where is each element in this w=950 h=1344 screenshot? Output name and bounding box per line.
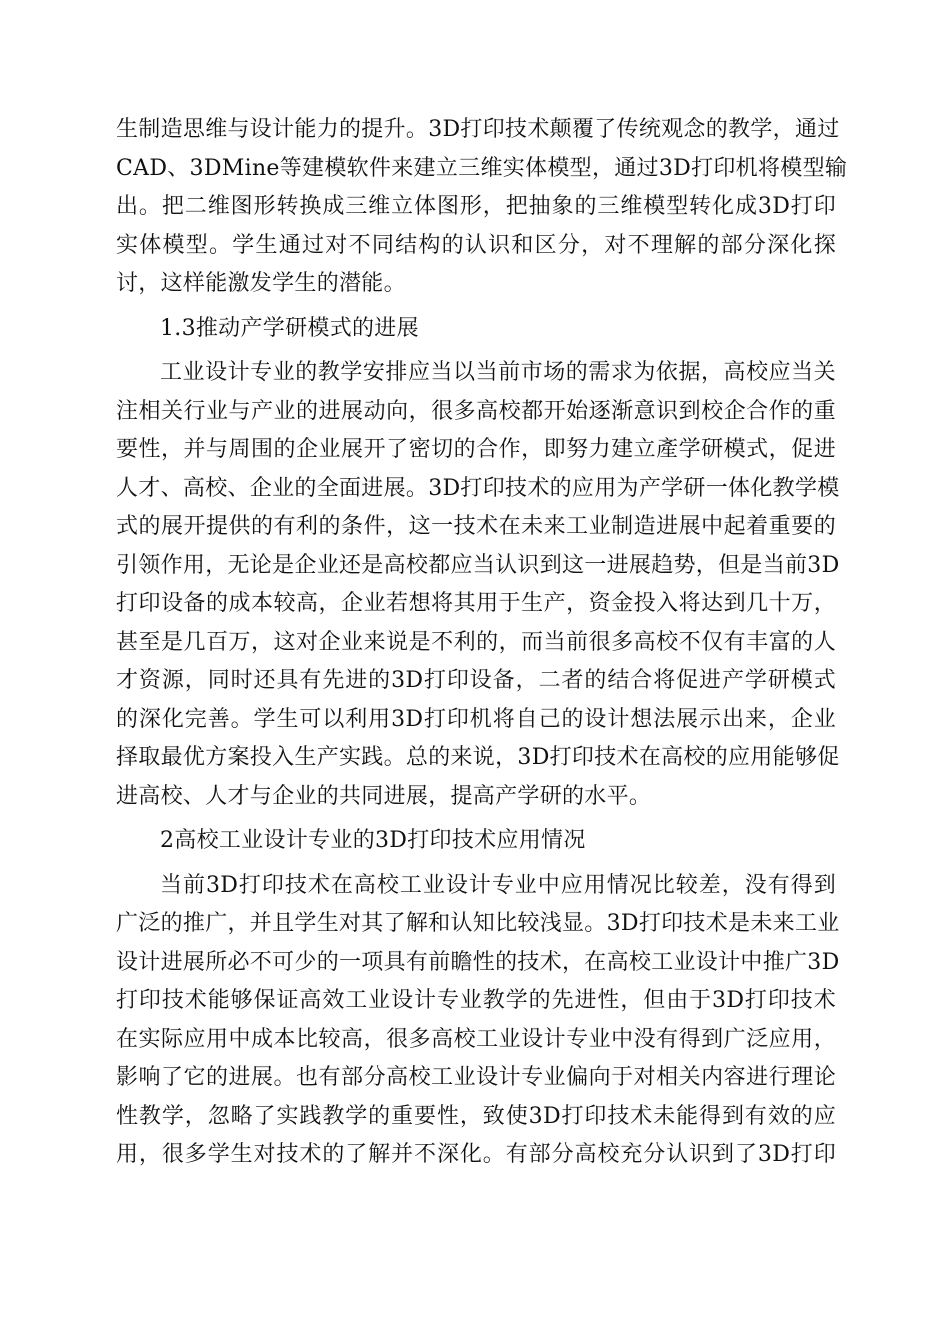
text-line: 性教学，忽略了实践教学的重要性，致使3D打印技术未能得到有效的应 bbox=[116, 1103, 836, 1129]
text-line: 当前3D打印技术在高校工业设计专业中应用情况比较差，没有得到 bbox=[160, 872, 836, 898]
text-line: 工业设计专业的教学安排应当以当前市场的需求为依据，高校应当关 bbox=[160, 360, 836, 385]
text-line: 广泛的推广，并且学生对其了解和认知比较浅显。3D打印技术是未来工业 bbox=[116, 911, 840, 936]
text-line: 式的展开提供的有利的条件，这一技术在未来工业制造进展中起着重要的 bbox=[116, 514, 836, 539]
document-page bbox=[116, 111, 848, 1175]
text-line: 才资源，同时还具有先进的3D打印设备，二者的结合将促进产学研模式 bbox=[116, 668, 836, 693]
paragraph-2 bbox=[116, 354, 840, 816]
text-line: 讨，这样能激发学生的潜能。 bbox=[116, 271, 406, 296]
text-line: 在实际应用中成本比较高，很多高校工业设计专业中没有得到广泛应用， bbox=[116, 1026, 836, 1052]
section-heading-1-3: 1.3推动产学研模式的进展 bbox=[160, 315, 419, 341]
text-line: 人才、高校、企业的全面进展。3D打印技术的应用为产学研一体化教学模 bbox=[116, 475, 840, 501]
text-line: 打印设备的成本较高，企业若想将其用于生产，资金投入将达到几十万， bbox=[116, 591, 836, 616]
text-line: 进高校、人才与企业的共同进展，提高产学研的水平。 bbox=[116, 783, 652, 809]
text-line: 实体模型。学生通过对不同结构的认识和区分，对不理解的部分深化探 bbox=[116, 232, 836, 258]
text-line: 引领作用，无论是企业还是高校都应当认识到这一进展趋势，但是当前3D bbox=[116, 552, 840, 578]
paragraph-1 bbox=[116, 111, 848, 304]
text-line: CAD、3DMine等建模软件来建立三维实体模型，通过3D打印机将模型输 bbox=[116, 155, 848, 181]
text-line: 要性，并与周围的企业展开了密切的合作，即努力建立產学研模式，促进 bbox=[116, 437, 836, 462]
text-line: 用，很多学生对技术的了解并不深化。有部分高校充分认识到了3D打印 bbox=[116, 1142, 836, 1167]
text-line: 设计进展所必不可少的一项具有前瞻性的技术，在高校工业设计中推广3D bbox=[116, 949, 840, 975]
text-line: 生制造思维与设计能力的提升。3D打印技术颠覆了传统观念的教学，通过 bbox=[116, 117, 840, 142]
text-line: 择取最优方案投入生产实践。总的来说，3D打印技术在高校的应用能够促 bbox=[116, 745, 840, 770]
text-line: 影响了它的进展。也有部分高校工业设计专业偏向于对相关内容进行理论 bbox=[116, 1065, 836, 1090]
text-line: 甚至是几百万，这对企业来说是不利的，而当前很多高校不仅有丰富的人 bbox=[116, 629, 836, 655]
text-line: 的深化完善。学生可以利用3D打印机将自己的设计想法展示出来，企业 bbox=[116, 706, 836, 732]
text-line: 出。把二维图形转换成三维立体图形，把抽象的三维模型转化成3D打印 bbox=[116, 194, 836, 219]
text-line: 打印技术能够保证高效工业设计专业教学的先进性，但由于3D打印技术 bbox=[116, 988, 836, 1013]
paragraph-3 bbox=[116, 867, 840, 1175]
text-line: 注相关行业与产业的进展动向，很多高校都开始逐渐意识到校企合作的重 bbox=[116, 398, 836, 424]
section-heading-2: 2高校工业设计专业的3D打印技术应用情况 bbox=[160, 828, 586, 853]
